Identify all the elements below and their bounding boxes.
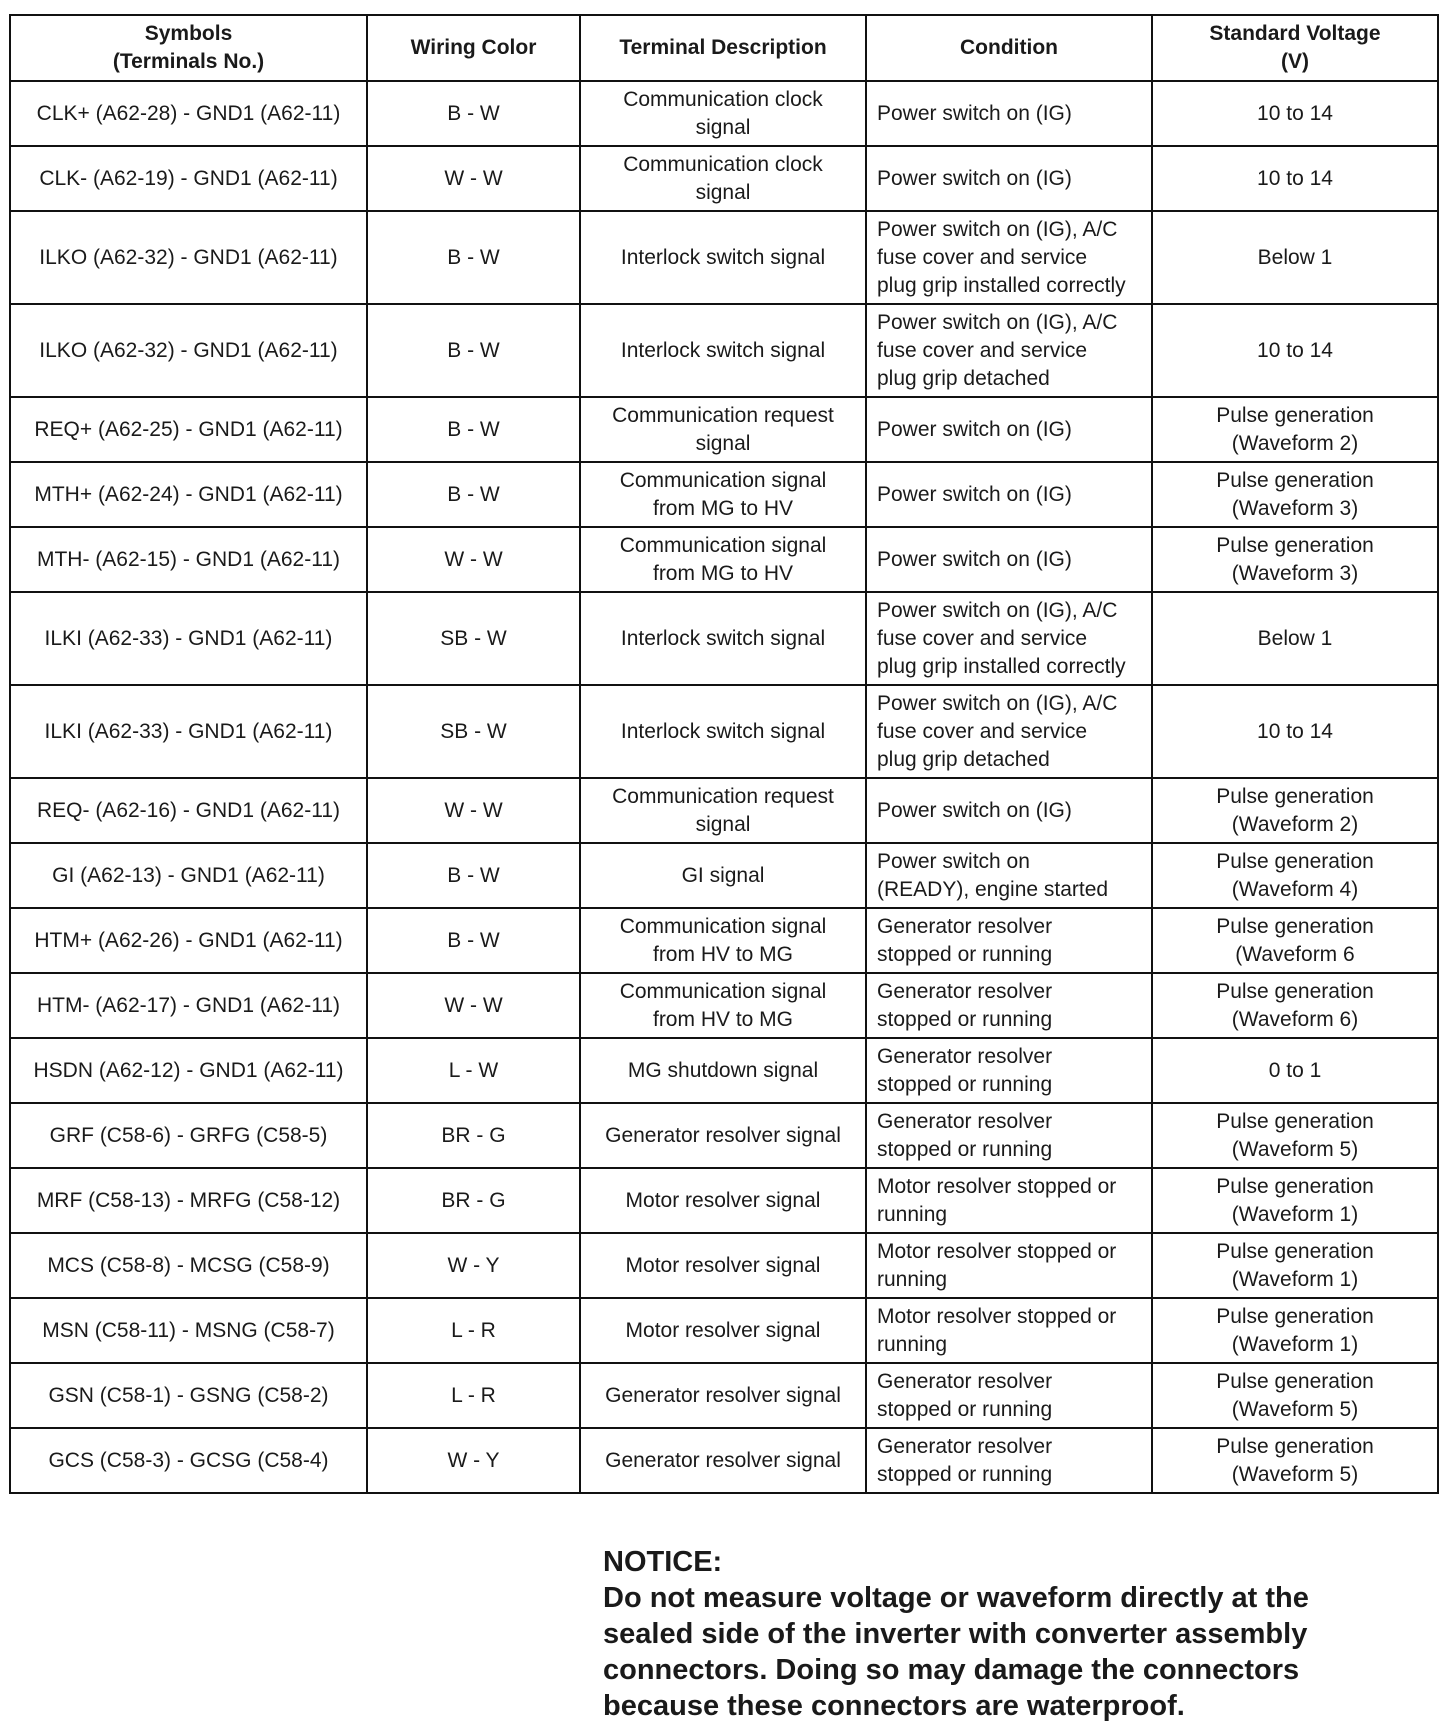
wiring-color-cell: W - W <box>367 778 580 843</box>
symbol-cell: MSN (C58-11) - MSNG (C58-7) <box>10 1298 367 1363</box>
terminal-description-cell: Interlock switch signal <box>580 211 866 304</box>
table-row <box>10 1168 1438 1233</box>
table-row <box>10 843 1438 908</box>
header-wiring-color: Wiring Color <box>367 15 580 81</box>
condition-cell: Motor resolver stopped or running <box>866 1168 1152 1233</box>
table-row <box>10 146 1438 211</box>
table-row <box>10 462 1438 527</box>
condition-cell: Generator resolver stopped or running <box>866 973 1152 1038</box>
standard-voltage-cell: Pulse generation (Waveform 2) <box>1152 397 1438 462</box>
symbol-cell: REQ+ (A62-25) - GND1 (A62-11) <box>10 397 367 462</box>
condition-cell: Power switch on (IG) <box>866 146 1152 211</box>
condition-cell: Power switch on (IG), A/C fuse cover and service plug grip installed correctly <box>866 592 1152 685</box>
wiring-color-cell: B - W <box>367 211 580 304</box>
terminal-description-cell: Generator resolver signal <box>580 1428 866 1493</box>
symbol-cell: ILKO (A62-32) - GND1 (A62-11) <box>10 211 367 304</box>
symbol-cell: MCS (C58-8) - MCSG (C58-9) <box>10 1233 367 1298</box>
terminal-description-cell: Interlock switch signal <box>580 592 866 685</box>
table-row <box>10 81 1438 146</box>
standard-voltage-cell: Below 1 <box>1152 592 1438 685</box>
standard-voltage-cell: Pulse generation (Waveform 1) <box>1152 1168 1438 1233</box>
terminal-description-cell: Generator resolver signal <box>580 1103 866 1168</box>
header-terminal-description: Terminal Description <box>580 15 866 81</box>
terminal-description-cell: Communication request signal <box>580 397 866 462</box>
standard-voltage-cell: Pulse generation (Waveform 3) <box>1152 527 1438 592</box>
standard-voltage-cell: Pulse generation (Waveform 6) <box>1152 973 1438 1038</box>
header-standard-voltage: Standard Voltage (V) <box>1152 15 1438 81</box>
table-row <box>10 908 1438 973</box>
standard-voltage-cell: Pulse generation (Waveform 1) <box>1152 1233 1438 1298</box>
wiring-color-cell: BR - G <box>367 1103 580 1168</box>
condition-cell: Motor resolver stopped or running <box>866 1233 1152 1298</box>
wiring-color-cell: B - W <box>367 908 580 973</box>
wiring-color-cell: W - W <box>367 973 580 1038</box>
standard-voltage-cell: Pulse generation (Waveform 3) <box>1152 462 1438 527</box>
condition-cell: Power switch on (IG) <box>866 462 1152 527</box>
terminal-description-cell: Generator resolver signal <box>580 1363 866 1428</box>
terminal-description-cell: Motor resolver signal <box>580 1168 866 1233</box>
terminal-description-cell: Communication signal from HV to MG <box>580 973 866 1038</box>
condition-cell: Generator resolver stopped or running <box>866 1363 1152 1428</box>
condition-cell: Power switch on (IG) <box>866 778 1152 843</box>
symbol-cell: GCS (C58-3) - GCSG (C58-4) <box>10 1428 367 1493</box>
wiring-color-cell: B - W <box>367 304 580 397</box>
wiring-color-cell: BR - G <box>367 1168 580 1233</box>
terminal-description-cell: Communication request signal <box>580 778 866 843</box>
wiring-color-cell: W - W <box>367 146 580 211</box>
terminal-description-cell: GI signal <box>580 843 866 908</box>
wiring-color-cell: SB - W <box>367 592 580 685</box>
condition-cell: Power switch on (IG) <box>866 81 1152 146</box>
condition-cell: Power switch on (IG), A/C fuse cover and service plug grip installed correctly <box>866 211 1152 304</box>
terminal-description-cell: Motor resolver signal <box>580 1233 866 1298</box>
wiring-color-cell: B - W <box>367 462 580 527</box>
table-header-row <box>10 15 1438 81</box>
terminal-description-cell: Interlock switch signal <box>580 304 866 397</box>
condition-cell: Power switch on (IG) <box>866 527 1152 592</box>
standard-voltage-cell: 10 to 14 <box>1152 81 1438 146</box>
notice-box <box>603 1544 1423 1724</box>
table-row <box>10 397 1438 462</box>
table-row <box>10 1363 1438 1428</box>
wiring-color-cell: W - Y <box>367 1233 580 1298</box>
symbol-cell: GSN (C58-1) - GSNG (C58-2) <box>10 1363 367 1428</box>
condition-cell: Power switch on (IG) <box>866 397 1152 462</box>
symbol-cell: GI (A62-13) - GND1 (A62-11) <box>10 843 367 908</box>
symbol-cell: HSDN (A62-12) - GND1 (A62-11) <box>10 1038 367 1103</box>
wiring-color-cell: SB - W <box>367 685 580 778</box>
symbol-cell: MRF (C58-13) - MRFG (C58-12) <box>10 1168 367 1233</box>
table-row <box>10 778 1438 843</box>
terminal-voltage-table <box>9 14 1439 1494</box>
symbol-cell: ILKI (A62-33) - GND1 (A62-11) <box>10 685 367 778</box>
symbol-cell: CLK- (A62-19) - GND1 (A62-11) <box>10 146 367 211</box>
condition-cell: Generator resolver stopped or running <box>866 1038 1152 1103</box>
standard-voltage-cell: Pulse generation (Waveform 1) <box>1152 1298 1438 1363</box>
table-row <box>10 1103 1438 1168</box>
wiring-color-cell: B - W <box>367 843 580 908</box>
symbol-cell: ILKI (A62-33) - GND1 (A62-11) <box>10 592 367 685</box>
table-row <box>10 211 1438 304</box>
header-symbols: Symbols (Terminals No.) <box>10 15 367 81</box>
symbol-cell: GRF (C58-6) - GRFG (C58-5) <box>10 1103 367 1168</box>
table-row <box>10 685 1438 778</box>
condition-cell: Generator resolver stopped or running <box>866 1103 1152 1168</box>
terminal-description-cell: MG shutdown signal <box>580 1038 866 1103</box>
table-row <box>10 1298 1438 1363</box>
wiring-color-cell: L - W <box>367 1038 580 1103</box>
standard-voltage-cell: 10 to 14 <box>1152 146 1438 211</box>
standard-voltage-cell: Pulse generation (Waveform 5) <box>1152 1428 1438 1493</box>
standard-voltage-cell: Pulse generation (Waveform 4) <box>1152 843 1438 908</box>
table-row <box>10 304 1438 397</box>
standard-voltage-cell: 10 to 14 <box>1152 685 1438 778</box>
condition-cell: Power switch on (IG), A/C fuse cover and service plug grip detached <box>866 304 1152 397</box>
condition-cell: Motor resolver stopped or running <box>866 1298 1152 1363</box>
standard-voltage-cell: 0 to 1 <box>1152 1038 1438 1103</box>
wiring-color-cell: W - W <box>367 527 580 592</box>
symbol-cell: HTM- (A62-17) - GND1 (A62-11) <box>10 973 367 1038</box>
symbol-cell: MTH+ (A62-24) - GND1 (A62-11) <box>10 462 367 527</box>
symbol-cell: REQ- (A62-16) - GND1 (A62-11) <box>10 778 367 843</box>
standard-voltage-cell: Pulse generation (Waveform 5) <box>1152 1363 1438 1428</box>
terminal-description-cell: Communication signal from MG to HV <box>580 527 866 592</box>
wiring-color-cell: B - W <box>367 81 580 146</box>
table-row <box>10 1038 1438 1103</box>
standard-voltage-cell: Pulse generation (Waveform 2) <box>1152 778 1438 843</box>
condition-cell: Generator resolver stopped or running <box>866 908 1152 973</box>
wiring-color-cell: W - Y <box>367 1428 580 1493</box>
terminal-description-cell: Motor resolver signal <box>580 1298 866 1363</box>
table-row <box>10 592 1438 685</box>
symbol-cell: CLK+ (A62-28) - GND1 (A62-11) <box>10 81 367 146</box>
table-row <box>10 973 1438 1038</box>
wiring-color-cell: L - R <box>367 1363 580 1428</box>
table-row <box>10 1233 1438 1298</box>
symbol-cell: ILKO (A62-32) - GND1 (A62-11) <box>10 304 367 397</box>
condition-cell: Power switch on (READY), engine started <box>866 843 1152 908</box>
symbol-cell: HTM+ (A62-26) - GND1 (A62-11) <box>10 908 367 973</box>
wiring-color-cell: B - W <box>367 397 580 462</box>
terminal-description-cell: Communication clock signal <box>580 81 866 146</box>
table-row <box>10 1428 1438 1493</box>
standard-voltage-cell: Pulse generation (Waveform 6 <box>1152 908 1438 973</box>
symbol-cell: MTH- (A62-15) - GND1 (A62-11) <box>10 527 367 592</box>
terminal-description-cell: Communication signal from HV to MG <box>580 908 866 973</box>
notice-title: NOTICE: <box>603 1546 723 1578</box>
standard-voltage-cell: Pulse generation (Waveform 5) <box>1152 1103 1438 1168</box>
standard-voltage-cell: 10 to 14 <box>1152 304 1438 397</box>
standard-voltage-cell: Below 1 <box>1152 211 1438 304</box>
wiring-color-cell: L - R <box>367 1298 580 1363</box>
notice-text: Do not measure voltage or waveform directly at the sealed side of the inverter with converter assembly connectors. Doing so may damage the connectors because these connectors are waterproof. <box>603 1582 1309 1722</box>
terminal-description-cell: Communication signal from MG to HV <box>580 462 866 527</box>
condition-cell: Power switch on (IG), A/C fuse cover and service plug grip detached <box>866 685 1152 778</box>
condition-cell: Generator resolver stopped or running <box>866 1428 1152 1493</box>
terminal-description-cell: Communication clock signal <box>580 146 866 211</box>
terminal-description-cell: Interlock switch signal <box>580 685 866 778</box>
header-condition: Condition <box>866 15 1152 81</box>
table-row <box>10 527 1438 592</box>
